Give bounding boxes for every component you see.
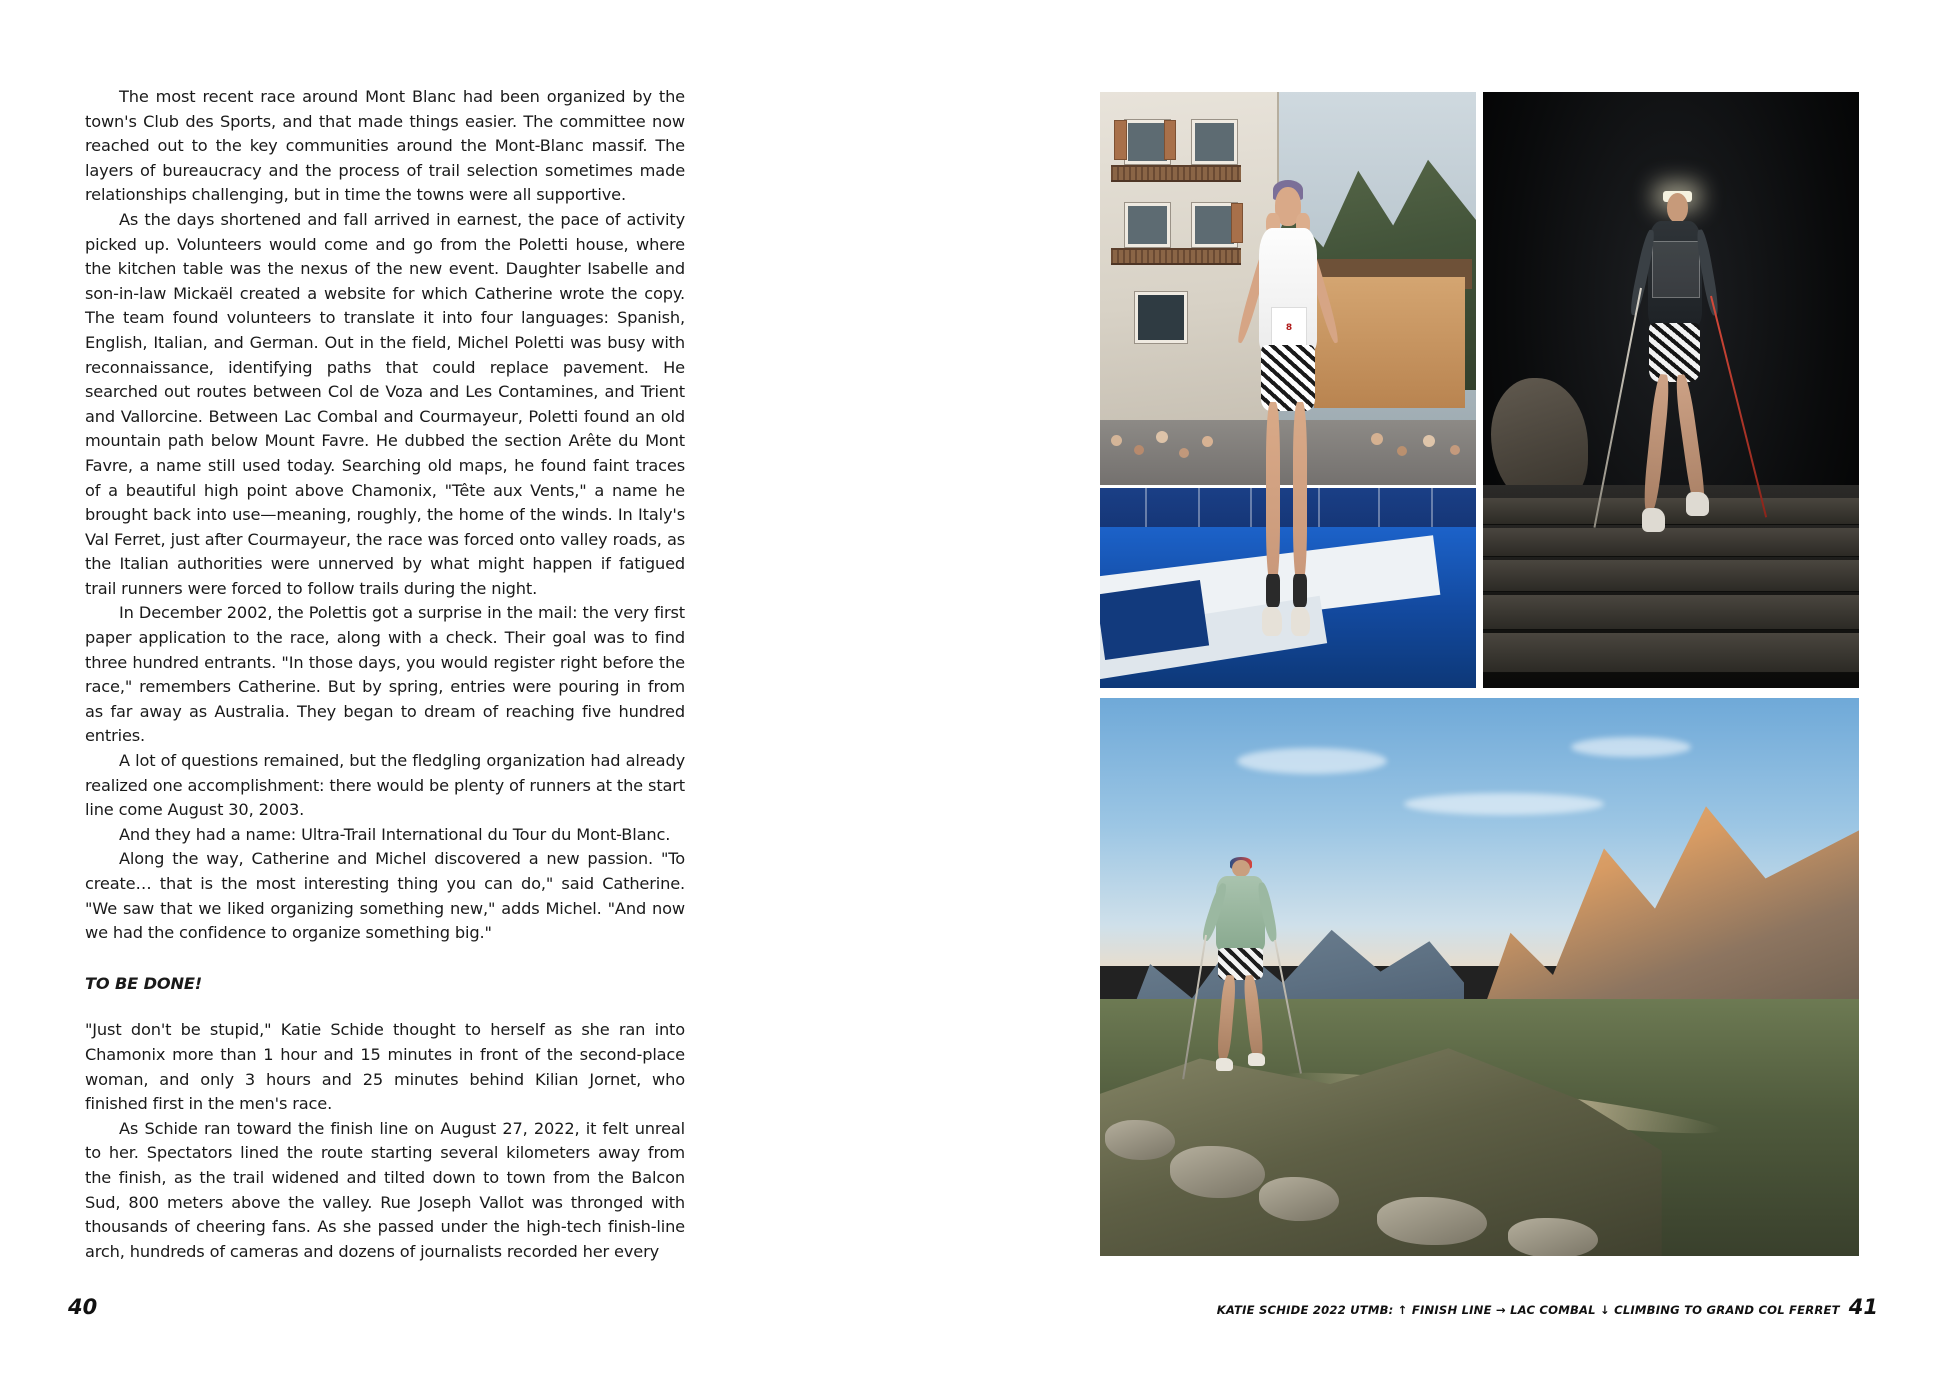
page-footer-right xyxy=(1217,1295,1878,1319)
runner-shoe xyxy=(1642,508,1665,532)
runner-shorts xyxy=(1649,323,1700,382)
runner-leg xyxy=(1293,402,1307,583)
cloud xyxy=(1237,748,1387,774)
runner-katie-schide xyxy=(1224,187,1352,664)
body-text-column xyxy=(85,85,685,1264)
page-number-right: 41 xyxy=(1848,1295,1878,1319)
spectator xyxy=(1111,435,1122,446)
paragraph: In December 2002, the Polettis got a surprise in the mail: the very first paper application to the race, along with a check. Their goal was to find three hundred entrants. "In those days, you would register right before the race," remembers Catherine. But by spring, entries were pouring in from as far away as Australia. They began to dream of reaching five hundred entries. xyxy=(85,603,685,746)
shutter xyxy=(1164,120,1177,160)
runner-sock xyxy=(1266,574,1280,607)
runner-shoe xyxy=(1262,607,1281,636)
runner-night xyxy=(1607,193,1742,586)
spectator xyxy=(1371,433,1383,445)
runner-shoe xyxy=(1686,492,1709,516)
window xyxy=(1125,203,1170,247)
spectator xyxy=(1179,448,1189,458)
runner-shoe xyxy=(1291,607,1310,636)
rock xyxy=(1259,1177,1339,1221)
runner-shoe xyxy=(1216,1058,1233,1071)
plank xyxy=(1483,633,1859,672)
right-page xyxy=(973,0,1946,1373)
runner-leg xyxy=(1642,374,1671,512)
paragraph: And they had a name: Ultra-Trail International du Tour du Mont-Blanc. xyxy=(119,824,671,844)
runner-head xyxy=(1232,860,1250,878)
runner-leg xyxy=(1242,975,1264,1061)
spectator xyxy=(1134,445,1144,455)
rock xyxy=(1377,1197,1487,1245)
spectator xyxy=(1450,445,1460,455)
spectator xyxy=(1156,431,1168,443)
cloud xyxy=(1571,737,1691,757)
photo-lac-combal xyxy=(1100,698,1859,1256)
runner-vest xyxy=(1652,241,1700,298)
rock xyxy=(1170,1146,1265,1198)
runner-shorts xyxy=(1218,948,1263,981)
paragraph: The most recent race around Mont Blanc had been organized by the town's Club des Sports, and that made things easier. The committee now reached out to the key communities around the Mont-Blanc massif. The layers of bureaucracy and the process of trail selection sometimes made relationships challenging, but in time the towns were all supportive. xyxy=(85,87,685,205)
rock xyxy=(1508,1218,1598,1256)
paragraph: A lot of questions remained, but the fledgling organization had already realized one accomplishment: there would be plenty of runners at the start line come August 30, 2003. xyxy=(85,751,685,820)
runner-shoe xyxy=(1248,1053,1265,1066)
spectator xyxy=(1423,435,1435,447)
cloud xyxy=(1404,793,1604,815)
photo-night-running xyxy=(1483,92,1859,688)
paragraph: Along the way, Catherine and Michel discovered a new passion. "To create… that is the most interesting thing you can do," said Catherine. "We saw that we liked organizing something new," adds Michel. "And now we had the confidence to organize something big." xyxy=(85,849,685,943)
spectator xyxy=(1397,446,1407,456)
rock xyxy=(1105,1120,1175,1160)
photo-caption: KATIE SCHIDE 2022 UTMB: ↑ FINISH LINE → LAC COMBAL ↓ CLIMBING TO GRAND COL FERRET xyxy=(1216,1303,1840,1317)
section-heading: TO BE DONE! xyxy=(85,973,203,993)
plank xyxy=(1483,595,1859,630)
paragraph: "Just don't be stupid," Katie Schide thought to herself as she ran into Chamonix more than 1 hour and 15 minutes in front of the second-place woman, and only 3 hours and 25 minutes behind Kilian Jornet, who finished first in the men's race. xyxy=(85,1020,685,1114)
runner-head xyxy=(1667,193,1689,223)
photo-finish-line xyxy=(1100,92,1476,688)
runner-ridge xyxy=(1187,860,1293,1111)
shutter xyxy=(1114,120,1127,160)
bib-number: 8 xyxy=(1285,322,1293,333)
balcony xyxy=(1111,248,1242,266)
page-number-left: 40 xyxy=(68,1295,98,1319)
balcony xyxy=(1111,165,1242,183)
runner-sock xyxy=(1293,574,1307,607)
shop-window xyxy=(1135,292,1187,343)
paragraph: As the days shortened and fall arrived in earnest, the pace of activity picked up. Volunteers would come and go from the Poletti house, where the kitchen table was the nexus of the new event. Daughter Isabelle and son-in-law Mickaël created a website for which Catherine wrote the copy. The team found volunteers to translate it into four languages: Spanish, English, Italian, and German. Out in the field, Michel Poletti was busy with reconnaissance, identifying paths that could replace pavement. He searched out routes between Col de Voza and Les Contamines, and Trient and Vallorcine. Between Lac Combal and Courmayeur, Poletti found an old mountain path below Mount Favre. He dubbed the section Arête du Mont Favre, a name still used today. Searching old maps, he found faint traces of a beautiful high point above Chamonix, "Tête aux Vents," a name he brought back into use—meaning, roughly, the home of the winds. In Italy's Val Ferret, just after Courmayeur, the race was forced onto valley roads, as the Italian authorities were unnerved by what might happen if fatigued trail runners were forced to follow trails during the night. xyxy=(85,209,685,598)
window xyxy=(1192,120,1237,164)
runner-leg xyxy=(1217,975,1237,1061)
paragraph: As Schide ran toward the finish line on August 27, 2022, it felt unreal to her. Spectators lined the route starting several kilometers away from the finish, as the trail widened and tilted down to town from the Balcon Sud, 800 meters above the valley. Rue Joseph Vallot was thronged with thousands of cheering fans. As she passed under the high-tech finish-line arch, hundreds of cameras and dozens of journalists recorded her every xyxy=(85,1118,685,1261)
runner-leg xyxy=(1266,402,1280,583)
spectator xyxy=(1202,436,1213,447)
